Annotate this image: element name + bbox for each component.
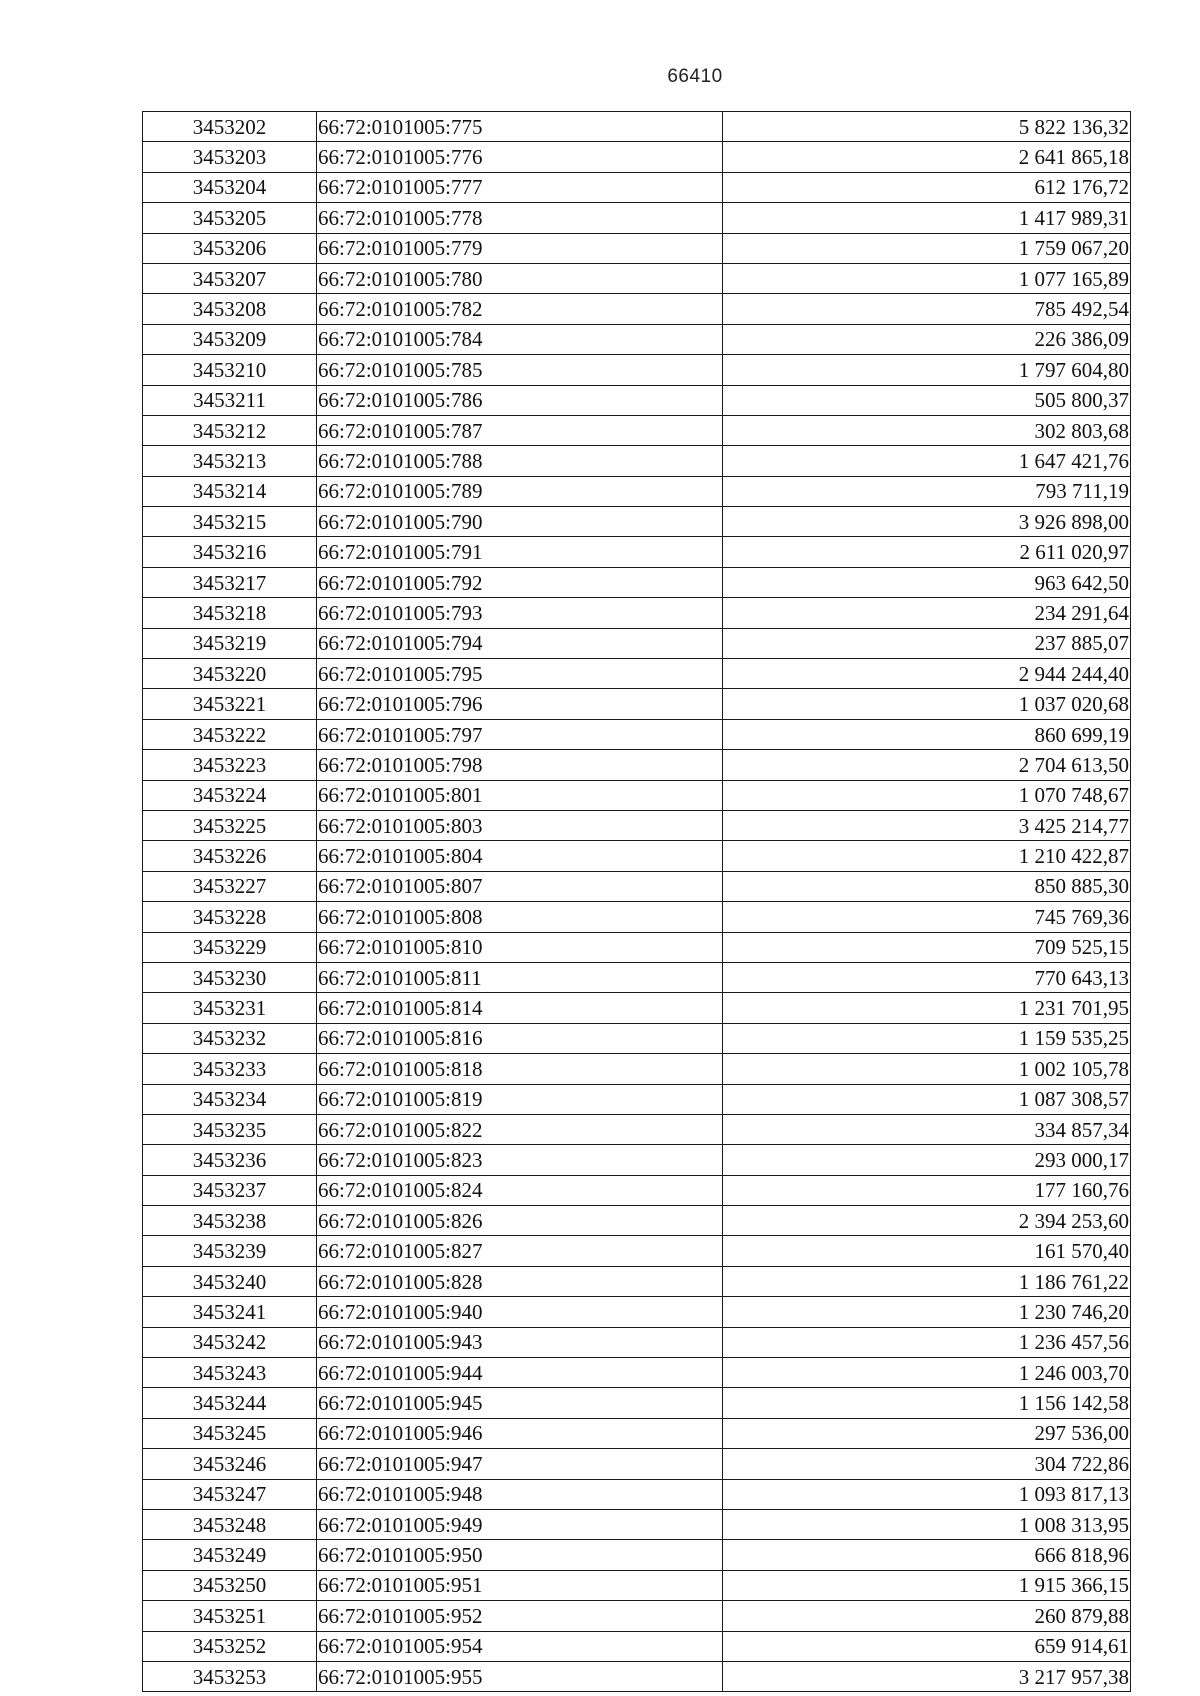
table-row	[143, 1084, 1131, 1114]
row-number-cell: 3453218	[143, 598, 317, 628]
cadastral-value-cell: 1 008 313,95	[723, 1509, 1131, 1539]
row-number-cell: 3453209	[143, 324, 317, 354]
row-number-cell: 3453249	[143, 1540, 317, 1570]
cadastral-number-cell: 66:72:0101005:786	[317, 385, 723, 415]
cadastral-number-cell: 66:72:0101005:787	[317, 415, 723, 445]
row-number-cell: 3453248	[143, 1509, 317, 1539]
cadastral-number-cell: 66:72:0101005:947	[317, 1449, 723, 1479]
cadastral-value-cell: 1 037 020,68	[723, 689, 1131, 719]
cadastral-number-cell: 66:72:0101005:788	[317, 446, 723, 476]
cadastral-number-cell: 66:72:0101005:822	[317, 1114, 723, 1144]
cadastral-value-cell: 659 914,61	[723, 1631, 1131, 1661]
cadastral-value-cell: 3 217 957,38	[723, 1661, 1131, 1691]
row-number-cell: 3453224	[143, 780, 317, 810]
table-row	[143, 203, 1131, 233]
cadastral-value-cell: 226 386,09	[723, 324, 1131, 354]
table-row	[143, 112, 1131, 142]
cadastral-number-cell: 66:72:0101005:811	[317, 962, 723, 992]
table-row	[143, 1358, 1131, 1388]
cadastral-value-cell: 297 536,00	[723, 1418, 1131, 1448]
cadastral-value-cell: 860 699,19	[723, 719, 1131, 749]
row-number-cell: 3453233	[143, 1054, 317, 1084]
cadastral-value-cell: 793 711,19	[723, 476, 1131, 506]
cadastral-value-cell: 260 879,88	[723, 1601, 1131, 1631]
table-row	[143, 324, 1131, 354]
cadastral-number-cell: 66:72:0101005:945	[317, 1388, 723, 1418]
cadastral-number-cell: 66:72:0101005:807	[317, 871, 723, 901]
cadastral-value-cell: 1 915 366,15	[723, 1570, 1131, 1600]
table-row	[143, 233, 1131, 263]
table-row	[143, 1418, 1131, 1448]
table-row	[143, 263, 1131, 293]
table-row	[143, 172, 1131, 202]
table-row	[143, 385, 1131, 415]
cadastral-value-cell: 1 230 746,20	[723, 1297, 1131, 1327]
row-number-cell: 3453239	[143, 1236, 317, 1266]
table-row	[143, 1266, 1131, 1296]
table-row	[143, 780, 1131, 810]
table-row	[143, 1479, 1131, 1509]
table-row	[143, 628, 1131, 658]
cadastral-value-cell: 2 394 253,60	[723, 1206, 1131, 1236]
row-number-cell: 3453206	[143, 233, 317, 263]
cadastral-value-cell: 770 643,13	[723, 962, 1131, 992]
cadastral-number-cell: 66:72:0101005:940	[317, 1297, 723, 1327]
row-number-cell: 3453216	[143, 537, 317, 567]
row-number-cell: 3453217	[143, 567, 317, 597]
table-row	[143, 993, 1131, 1023]
row-number-cell: 3453223	[143, 750, 317, 780]
row-number-cell: 3453240	[143, 1266, 317, 1296]
cadastral-value-cell: 1 093 817,13	[723, 1479, 1131, 1509]
table-row	[143, 507, 1131, 537]
table-row	[143, 1114, 1131, 1144]
row-number-cell: 3453222	[143, 719, 317, 749]
table-row	[143, 1388, 1131, 1418]
table-row	[143, 1054, 1131, 1084]
cadastral-number-cell: 66:72:0101005:777	[317, 172, 723, 202]
cadastral-value-cell: 2 611 020,97	[723, 537, 1131, 567]
cadastral-value-cell: 3 926 898,00	[723, 507, 1131, 537]
cadastral-number-cell: 66:72:0101005:955	[317, 1661, 723, 1691]
cadastral-value-cell: 1 087 308,57	[723, 1084, 1131, 1114]
table-row	[143, 962, 1131, 992]
cadastral-number-cell: 66:72:0101005:808	[317, 902, 723, 932]
cadastral-value-cell: 1 231 701,95	[723, 993, 1131, 1023]
cadastral-value-cell: 1 759 067,20	[723, 233, 1131, 263]
cadastral-number-cell: 66:72:0101005:810	[317, 932, 723, 962]
row-number-cell: 3453244	[143, 1388, 317, 1418]
table-row	[143, 750, 1131, 780]
table-row	[143, 1023, 1131, 1053]
row-number-cell: 3453245	[143, 1418, 317, 1448]
cadastral-number-cell: 66:72:0101005:952	[317, 1601, 723, 1631]
table-row	[143, 1540, 1131, 1570]
cadastral-number-cell: 66:72:0101005:780	[317, 263, 723, 293]
cadastral-number-cell: 66:72:0101005:793	[317, 598, 723, 628]
cadastral-number-cell: 66:72:0101005:823	[317, 1145, 723, 1175]
cadastral-value-cell: 850 885,30	[723, 871, 1131, 901]
row-number-cell: 3453230	[143, 962, 317, 992]
table-body	[143, 112, 1131, 1692]
cadastral-number-cell: 66:72:0101005:804	[317, 841, 723, 871]
table-row	[143, 1297, 1131, 1327]
cadastral-number-cell: 66:72:0101005:784	[317, 324, 723, 354]
cadastral-number-cell: 66:72:0101005:803	[317, 810, 723, 840]
row-number-cell: 3453203	[143, 142, 317, 172]
cadastral-number-cell: 66:72:0101005:795	[317, 659, 723, 689]
cadastral-value-cell: 1 077 165,89	[723, 263, 1131, 293]
cadastral-number-cell: 66:72:0101005:794	[317, 628, 723, 658]
cadastral-number-cell: 66:72:0101005:828	[317, 1266, 723, 1296]
row-number-cell: 3453225	[143, 810, 317, 840]
table-row	[143, 659, 1131, 689]
cadastral-number-cell: 66:72:0101005:785	[317, 355, 723, 385]
cadastral-value-cell: 334 857,34	[723, 1114, 1131, 1144]
row-number-cell: 3453207	[143, 263, 317, 293]
table-row	[143, 902, 1131, 932]
cadastral-number-cell: 66:72:0101005:826	[317, 1206, 723, 1236]
row-number-cell: 3453208	[143, 294, 317, 324]
table-row	[143, 1509, 1131, 1539]
cadastral-value-cell: 1 159 535,25	[723, 1023, 1131, 1053]
cadastral-value-cell: 177 160,76	[723, 1175, 1131, 1205]
cadastral-value-cell: 1 186 761,22	[723, 1266, 1131, 1296]
table-row	[143, 689, 1131, 719]
cadastral-value-cell: 293 000,17	[723, 1145, 1131, 1175]
cadastral-number-cell: 66:72:0101005:796	[317, 689, 723, 719]
cadastral-value-cell: 5 822 136,32	[723, 112, 1131, 142]
cadastral-number-cell: 66:72:0101005:946	[317, 1418, 723, 1448]
cadastral-value-cell: 302 803,68	[723, 415, 1131, 445]
cadastral-number-cell: 66:72:0101005:948	[317, 1479, 723, 1509]
cadastral-number-cell: 66:72:0101005:779	[317, 233, 723, 263]
cadastral-number-cell: 66:72:0101005:950	[317, 1540, 723, 1570]
row-number-cell: 3453214	[143, 476, 317, 506]
table-row	[143, 355, 1131, 385]
table-row	[143, 1175, 1131, 1205]
row-number-cell: 3453236	[143, 1145, 317, 1175]
cadastral-value-cell: 237 885,07	[723, 628, 1131, 658]
cadastral-number-cell: 66:72:0101005:954	[317, 1631, 723, 1661]
table-row	[143, 446, 1131, 476]
row-number-cell: 3453251	[143, 1601, 317, 1631]
cadastral-number-cell: 66:72:0101005:778	[317, 203, 723, 233]
cadastral-value-cell: 2 641 865,18	[723, 142, 1131, 172]
cadastral-number-cell: 66:72:0101005:782	[317, 294, 723, 324]
row-number-cell: 3453237	[143, 1175, 317, 1205]
cadastral-number-cell: 66:72:0101005:944	[317, 1358, 723, 1388]
cadastral-number-cell: 66:72:0101005:791	[317, 537, 723, 567]
cadastral-number-cell: 66:72:0101005:790	[317, 507, 723, 537]
row-number-cell: 3453243	[143, 1358, 317, 1388]
row-number-cell: 3453221	[143, 689, 317, 719]
row-number-cell: 3453247	[143, 1479, 317, 1509]
table-row	[143, 932, 1131, 962]
row-number-cell: 3453253	[143, 1661, 317, 1691]
row-number-cell: 3453242	[143, 1327, 317, 1357]
row-number-cell: 3453234	[143, 1084, 317, 1114]
table-row	[143, 294, 1131, 324]
row-number-cell: 3453204	[143, 172, 317, 202]
cadastral-number-cell: 66:72:0101005:798	[317, 750, 723, 780]
row-number-cell: 3453252	[143, 1631, 317, 1661]
cadastral-value-cell: 1 236 457,56	[723, 1327, 1131, 1357]
table-row	[143, 1661, 1131, 1691]
row-number-cell: 3453202	[143, 112, 317, 142]
table-row	[143, 841, 1131, 871]
cadastral-number-cell: 66:72:0101005:789	[317, 476, 723, 506]
table-row	[143, 1327, 1131, 1357]
row-number-cell: 3453212	[143, 415, 317, 445]
table-row	[143, 1206, 1131, 1236]
table-row	[143, 810, 1131, 840]
cadastral-value-cell: 1 797 604,80	[723, 355, 1131, 385]
table-row	[143, 1570, 1131, 1600]
table-row	[143, 1145, 1131, 1175]
cadastral-value-cell: 1 070 748,67	[723, 780, 1131, 810]
table-row	[143, 1449, 1131, 1479]
cadastral-value-cell: 161 570,40	[723, 1236, 1131, 1266]
row-number-cell: 3453232	[143, 1023, 317, 1053]
cadastral-value-table	[142, 111, 1131, 1692]
table-row	[143, 476, 1131, 506]
cadastral-value-cell: 505 800,37	[723, 385, 1131, 415]
cadastral-value-cell: 1 417 989,31	[723, 203, 1131, 233]
cadastral-number-cell: 66:72:0101005:949	[317, 1509, 723, 1539]
cadastral-value-cell: 1 210 422,87	[723, 841, 1131, 871]
cadastral-value-cell: 2 704 613,50	[723, 750, 1131, 780]
cadastral-number-cell: 66:72:0101005:775	[317, 112, 723, 142]
cadastral-number-cell: 66:72:0101005:827	[317, 1236, 723, 1266]
row-number-cell: 3453231	[143, 993, 317, 1023]
row-number-cell: 3453246	[143, 1449, 317, 1479]
page-number: 66410	[667, 66, 723, 87]
cadastral-number-cell: 66:72:0101005:814	[317, 993, 723, 1023]
table-row	[143, 1631, 1131, 1661]
cadastral-number-cell: 66:72:0101005:819	[317, 1084, 723, 1114]
row-number-cell: 3453235	[143, 1114, 317, 1144]
table-row	[143, 537, 1131, 567]
row-number-cell: 3453250	[143, 1570, 317, 1600]
row-number-cell: 3453226	[143, 841, 317, 871]
row-number-cell: 3453229	[143, 932, 317, 962]
table-row	[143, 598, 1131, 628]
table-row	[143, 719, 1131, 749]
cadastral-number-cell: 66:72:0101005:797	[317, 719, 723, 749]
row-number-cell: 3453241	[143, 1297, 317, 1327]
cadastral-value-cell: 963 642,50	[723, 567, 1131, 597]
cadastral-value-cell: 745 769,36	[723, 902, 1131, 932]
table-row	[143, 1601, 1131, 1631]
cadastral-number-cell: 66:72:0101005:816	[317, 1023, 723, 1053]
cadastral-value-cell: 234 291,64	[723, 598, 1131, 628]
table-row	[143, 142, 1131, 172]
cadastral-value-cell: 785 492,54	[723, 294, 1131, 324]
cadastral-number-cell: 66:72:0101005:792	[317, 567, 723, 597]
cadastral-value-cell: 666 818,96	[723, 1540, 1131, 1570]
table-row	[143, 567, 1131, 597]
cadastral-number-cell: 66:72:0101005:943	[317, 1327, 723, 1357]
cadastral-value-cell: 1 246 003,70	[723, 1358, 1131, 1388]
cadastral-value-cell: 2 944 244,40	[723, 659, 1131, 689]
table-row	[143, 871, 1131, 901]
cadastral-value-cell: 3 425 214,77	[723, 810, 1131, 840]
table-row	[143, 415, 1131, 445]
cadastral-number-cell: 66:72:0101005:801	[317, 780, 723, 810]
row-number-cell: 3453227	[143, 871, 317, 901]
table-row	[143, 1236, 1131, 1266]
cadastral-value-cell: 304 722,86	[723, 1449, 1131, 1479]
cadastral-value-cell: 709 525,15	[723, 932, 1131, 962]
cadastral-value-cell: 1 002 105,78	[723, 1054, 1131, 1084]
cadastral-number-cell: 66:72:0101005:776	[317, 142, 723, 172]
cadastral-number-cell: 66:72:0101005:824	[317, 1175, 723, 1205]
row-number-cell: 3453215	[143, 507, 317, 537]
row-number-cell: 3453228	[143, 902, 317, 932]
row-number-cell: 3453210	[143, 355, 317, 385]
row-number-cell: 3453211	[143, 385, 317, 415]
cadastral-value-cell: 612 176,72	[723, 172, 1131, 202]
row-number-cell: 3453205	[143, 203, 317, 233]
cadastral-number-cell: 66:72:0101005:818	[317, 1054, 723, 1084]
cadastral-value-cell: 1 647 421,76	[723, 446, 1131, 476]
row-number-cell: 3453220	[143, 659, 317, 689]
cadastral-number-cell: 66:72:0101005:951	[317, 1570, 723, 1600]
row-number-cell: 3453219	[143, 628, 317, 658]
row-number-cell: 3453238	[143, 1206, 317, 1236]
cadastral-value-cell: 1 156 142,58	[723, 1388, 1131, 1418]
row-number-cell: 3453213	[143, 446, 317, 476]
